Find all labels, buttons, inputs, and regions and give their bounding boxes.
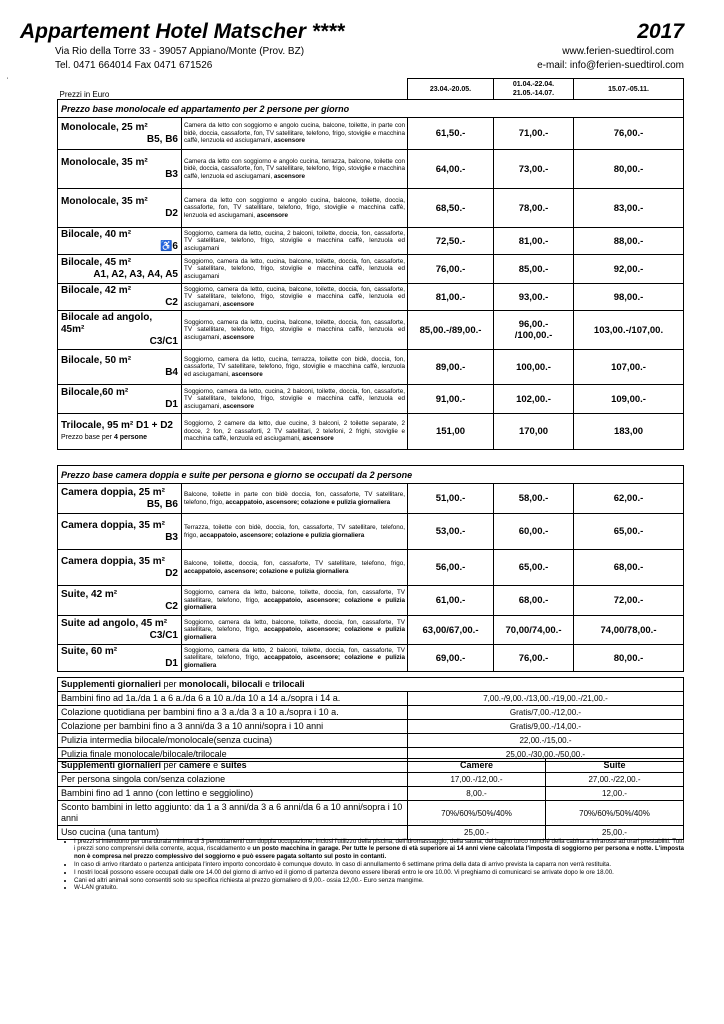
price-period-1: 69,00.- (408, 645, 494, 672)
price-period-1: 63,00/67,00.- (408, 616, 494, 645)
price-row (58, 311, 684, 350)
price-period-3: 107,00.- (574, 350, 684, 385)
price-period-2: 71,00.- (494, 118, 574, 150)
price-period-2: 76,00.- (494, 645, 574, 672)
unit-code: ♿6 (159, 241, 178, 252)
price-period-2: 96,00.- /100,00.- (494, 311, 574, 350)
price-row (58, 586, 684, 616)
price-period-1: 56,00.- (408, 550, 494, 586)
supplement-value: 22,00.-/15,00.- (408, 734, 684, 748)
period-header-2: 01.04.-22.04. 21.05.-14.07. (494, 79, 574, 100)
hotel-email: e-mail: info@ferien-suedtirol.com (537, 60, 684, 71)
note-item: • In caso di arrivo ritardato o partenza anticipata l'intero importo concordato è comunque dovuto. In caso di annullamento 6 settimane prima della data di arrivo prevista la caparra non verrà restituita. (74, 861, 684, 868)
price-period-2: 93,00.- (494, 284, 574, 311)
price-period-2: 60,00.- (494, 514, 574, 550)
unit-description: Camera da letto con soggiorno e angolo cucina, balcone, toilette, in parte con bidè, doccia, cassaforte, fon, TV satellitare, telefono, frigo, stoviglie e macchina caffè, lenzuola ed asciugamani, ascensore (182, 118, 408, 150)
unit-description: Soggiorno, camera da letto, 2 balconi, toilette, doccia, fon, cassaforte, TV satellitare, telefono, frigo, accappatoio, ascensore; colazione e pulizia giornaliera (182, 645, 408, 672)
unit-name-cell (58, 150, 182, 189)
price-period-2: 78,00.- (494, 189, 574, 228)
room-supplements-table (57, 758, 684, 840)
price-row (58, 255, 684, 284)
prices-label: Prezzi in Euro (59, 90, 110, 99)
unit-description: Soggiorno, camera da letto, cucina, 2 balconi, toilette, doccia, fon, cassaforte, TV satellitare, telefono, frigo, stoviglie e macchina caffè, lenzuola ed asciugamani (182, 228, 408, 255)
supplement-label: Bambini fino ad 1 anno (con lettino e seggiolino) (58, 787, 408, 801)
note-item: • I nostri locali possono essere occupati dalle ore 14.00 del giorno di arrivo ed il giorno di partenza devono essere liberati entro le ore 10.00. Vi preghiamo di comunicarci se arrivate dopo le ore 18.00. (74, 869, 684, 876)
supplement-label: Per persona singola con/senza colazione (58, 773, 408, 787)
price-row (58, 385, 684, 414)
supplement-value-rooms: 25,00.- (408, 826, 546, 840)
section-title: Prezzo base monolocale ed appartamento per 2 persone per giorno (58, 100, 684, 118)
unit-name: Bilocale, 42 m² (61, 285, 132, 296)
supplement-row (58, 734, 684, 748)
price-period-3: 83,00.- (574, 189, 684, 228)
unit-description: Soggiorno, camera da letto, cucina, balcone, toilette, doccia, fon, cassaforte, TV satellitare, telefono, frigo, stoviglie e macchina caffè, lenzuola ed asciugamani, ascensore (182, 311, 408, 350)
price-period-2: 170,00 (494, 414, 574, 450)
unit-name-cell (58, 255, 182, 284)
note-item: • Cani ed altri animali sono consentiti solo su specifica richiesta al prezzo giornaliero di 9,00.- ossia 12,00.- Euro senza mangime. (74, 877, 684, 884)
unit-name-cell (58, 228, 182, 255)
room-price-table (57, 465, 684, 672)
hotel-phone: Tel. 0471 664014 Fax 0471 671526 (55, 60, 213, 71)
price-period-1: 61,00.- (408, 586, 494, 616)
unit-description: Soggiorno, camera da letto, cucina, 2 balconi, toilette, doccia, fon, cassaforte, TV satellitare, telefono, frigo, stoviglie e macchina caffè, lenzuola ed asciugamani, ascensore (182, 385, 408, 414)
price-row (58, 550, 684, 586)
price-period-3: 65,00.- (574, 514, 684, 550)
unit-name: Bilocale ad angolo, 45m² (61, 312, 153, 335)
price-period-1: 61,50.- (408, 118, 494, 150)
supplement-row (58, 787, 684, 801)
price-period-2: 85,00.- (494, 255, 574, 284)
supplement-value-rooms: 70%/60%/50%/40% (408, 801, 546, 826)
price-period-1: 76,00.- (408, 255, 494, 284)
unit-description: Soggiorno, camera da letto, cucina, terrazza, toilette con bidè, doccia, fon, cassaforte, TV satellitare, telefono, frigo, stoviglie e macchina caffè, lenzuola ed asciugamani, ascensore (182, 350, 408, 385)
unit-code: B5, B6 (146, 498, 178, 510)
unit-code: C3/C1 (149, 336, 178, 347)
unit-code: C2 (165, 600, 178, 612)
unit-name: Suite ad angolo, 45 m² (61, 618, 168, 629)
price-period-3: 76,00.- (574, 118, 684, 150)
unit-name-cell (58, 514, 182, 550)
supplement-value-suite: 12,00.- (546, 787, 684, 801)
unit-code: B4 (165, 367, 178, 378)
unit-description: Balcone, toilette in parte con bidè doccia, fon, cassaforte, TV satellitare, telefono, frigo, accappatoio, ascensore; colazione e pulizia giornaliera (182, 484, 408, 514)
supplement-row (58, 706, 684, 720)
supplement-row (58, 801, 684, 826)
price-period-3: 98,00.- (574, 284, 684, 311)
price-period-3: 183,00 (574, 414, 684, 450)
unit-name: Bilocale, 45 m² (61, 257, 132, 268)
price-period-2: 68,00.- (494, 586, 574, 616)
supplement-value-suite: 27,00.-/22,00.- (546, 773, 684, 787)
price-row (58, 189, 684, 228)
unit-code: C3/C1 (149, 630, 178, 641)
margin-mark: ' (7, 78, 9, 84)
price-period-1: 85,00.-/89,00.- (408, 311, 494, 350)
apartment-supplements-table (57, 677, 684, 762)
price-period-3: 72,00.- (574, 586, 684, 616)
unit-description: Soggiorno, camera da letto, cucina, balcone, toilette, doccia, fon, cassaforte, TV satellitare, telefono, frigo, stoviglie e macchina caffè, lenzuola ed asciugamani (182, 255, 408, 284)
unit-name: Suite, 42 m² (61, 588, 118, 600)
unit-name-cell (58, 645, 182, 672)
price-period-1: 72,50.- (408, 228, 494, 255)
unit-name: Bilocale, 50 m² (61, 355, 132, 366)
unit-name: Monolocale, 35 m² (61, 196, 148, 207)
unit-name-cell (58, 385, 182, 414)
supplement-value-suite: 25,00.- (546, 826, 684, 840)
supplement-value: 25,00.-/30,00.-/50,00.- (408, 748, 684, 762)
price-period-3: 103,00.-/107,00. (574, 311, 684, 350)
supplement-value-suite: 70%/60%/50%/40% (546, 801, 684, 826)
supplement-value: 7,00.-/9,00.-/13,00.-/19,00.-/21,00.- (408, 692, 684, 706)
price-row (58, 514, 684, 550)
price-period-3: 92,00.- (574, 255, 684, 284)
unit-code: B3 (165, 169, 178, 180)
section-title: Prezzo base camera doppia e suite per persona e giorno se occupati da 2 persone (58, 466, 684, 484)
unit-name-cell (58, 311, 182, 350)
price-period-3: 109,00.- (574, 385, 684, 414)
price-period-3: 74,00/78,00.- (574, 616, 684, 645)
price-period-1: 89,00.- (408, 350, 494, 385)
supplement-label: Pulizia finale monolocale/bilocale/trilocale (58, 748, 408, 762)
price-period-1: 68,50.- (408, 189, 494, 228)
price-row (58, 484, 684, 514)
unit-name: Bilocale,60 m² (61, 387, 129, 398)
price-period-1: 91,00.- (408, 385, 494, 414)
hotel-address: Via Rio della Torre 33 - 39057 Appiano/Monte (Prov. BZ) (55, 46, 305, 57)
col-header-suite: Suite (546, 759, 684, 773)
unit-code: C2 (165, 297, 178, 308)
supplement-value: Gratis/9,00.-/14,00.- (408, 720, 684, 734)
price-row (58, 350, 684, 385)
supplement-row (58, 773, 684, 787)
price-period-2: 100,00.- (494, 350, 574, 385)
price-period-3: 80,00.- (574, 645, 684, 672)
price-row (58, 118, 684, 150)
price-period-3: 88,00.- (574, 228, 684, 255)
period-header-3: 15.07.-05.11. (574, 79, 684, 100)
unit-name: Monolocale, 25 m² (61, 121, 148, 133)
supplements-title: Supplementi giornalieri per camere e suites (58, 759, 408, 773)
unit-code: A1, A2, A3, A4, A5 (93, 269, 178, 280)
terms-notes (60, 838, 684, 892)
supplement-value: Gratis/7,00.-/12,00.- (408, 706, 684, 720)
unit-code: B3 (165, 531, 178, 543)
price-period-3: 80,00.- (574, 150, 684, 189)
unit-description: Soggiorno, camera da letto, balcone, toilette, doccia, fon, cassaforte, TV satellitare, telefono, frigo, accappatoio, ascensore; colazione e pulizia giornaliera (182, 586, 408, 616)
col-header-rooms: Camere (408, 759, 546, 773)
unit-name-cell (58, 586, 182, 616)
price-year: 2017 (637, 20, 684, 43)
unit-name: Trilocale, 95 m² D1 + D2 (61, 419, 173, 431)
note-item: • W-LAN gratuito. (74, 884, 684, 891)
period-header-1: 23.04.-20.05. (408, 79, 494, 100)
unit-description: Balcone, toilette, doccia, fon, cassaforte, TV satellitare, telefono, frigo, accappatoio, ascensore; colazione e pulizia giornaliera (182, 550, 408, 586)
unit-description: Soggiorno, 2 camere da letto, due cucine, 3 balconi, 2 toilette separate, 2 docce, 2 fon, 2 cassaforti, 2 TV satellitari, 2 telefoni, 2 frighi, stoviglie e macchina caffè, lenzuola ed asciugamani, ascensore (182, 414, 408, 450)
price-period-2: 102,00.- (494, 385, 574, 414)
apartment-price-table (57, 78, 684, 450)
unit-description: Terrazza, toilette con bidè, doccia, fon, cassaforte, TV satellitare, telefono, frigo, accappatoio, ascensore; colazione e pulizia giornaliera (182, 514, 408, 550)
supplement-label: Colazione per bambini fino a 3 anni/da 3 a 10 anni/sopra i 10 anni (58, 720, 408, 734)
supplement-label: Uso cucina (una tantum) (58, 826, 408, 840)
supplement-value-rooms: 17,00.-/12,00.- (408, 773, 546, 787)
supplement-label: Pulizia intermedia bilocale/monolocale(senza cucina) (58, 734, 408, 748)
unit-code: B5, B6 (146, 133, 178, 145)
unit-name-cell (58, 350, 182, 385)
price-period-1: 53,00.- (408, 514, 494, 550)
hotel-website: www.ferien-suedtirol.com (562, 46, 674, 57)
price-period-3: 62,00.- (574, 484, 684, 514)
unit-name: Camera doppia, 25 m² (61, 486, 165, 498)
price-row (58, 645, 684, 672)
unit-name-cell (58, 284, 182, 311)
unit-name: Camera doppia, 35 m² (61, 519, 165, 531)
unit-name-cell (58, 484, 182, 514)
unit-note: Prezzo base per 4 persone (61, 433, 148, 441)
price-row (58, 414, 684, 450)
hotel-title: Appartement Hotel Matscher **** (20, 20, 345, 43)
unit-name: Monolocale, 35 m² (61, 157, 148, 168)
price-period-1: 64,00.- (408, 150, 494, 189)
price-row (58, 150, 684, 189)
supplement-row (58, 692, 684, 706)
supplements-title: Supplementi giornalieri per monolocali, bilocali e trilocali (58, 678, 684, 692)
unit-name: Camera doppia, 35 m² (61, 555, 165, 567)
price-period-1: 151,00 (408, 414, 494, 450)
price-row (58, 616, 684, 645)
supplement-row (58, 720, 684, 734)
unit-name-cell (58, 550, 182, 586)
price-row (58, 228, 684, 255)
price-period-2: 65,00.- (494, 550, 574, 586)
supplement-value-rooms: 8,00.- (408, 787, 546, 801)
unit-code: D1 (165, 399, 178, 410)
note-item: • I prezzi si intendono per una durata minima di 3 pernottamenti con doppia occupazione, inclusi l'utilizzo della piscina, dell'idromassaggio, della sauna, del bagno turco nonché della cabina a infrarossi ad orari prestabiliti. Tutti i prezzi sono comprensivi della corrente, acqua, riscaldamento e un posto macchina in garage. Per tutte le persone di età superiore ai 14 anni viene calcolata l'imposta di soggiorno per persona e notte. L'imposta non è compresa nel prezzo complessivo del soggiorno e può essere pagata soltanto sul posto in contanti. (74, 838, 684, 860)
supplement-label: Colazione quotidiana per bambini fino a 3 a./da 3 a 10 a./sopra i 10 a. (58, 706, 408, 720)
unit-code: D2 (165, 567, 178, 579)
price-period-2: 58,00.- (494, 484, 574, 514)
price-period-2: 81,00.- (494, 228, 574, 255)
unit-name-cell (58, 616, 182, 645)
supplement-label: Bambini fino ad 1a./da 1 a 6 a./da 6 a 10 a./da 10 a 14 a./sopra i 14 a. (58, 692, 408, 706)
letterhead (20, 20, 684, 78)
unit-code: D1 (165, 658, 178, 669)
unit-name: Bilocale, 40 m² (61, 229, 132, 240)
unit-name-cell (58, 189, 182, 228)
supplement-label: Sconto bambini in letto aggiunto: da 1 a 3 anni/da 3 a 6 anni/da 6 a 10 anni/sopra i 10 anni (58, 801, 408, 826)
unit-description: Camera da letto con soggiorno e angolo cucina, balcone, toilette, doccia, cassaforte, fon, TV satellitare, telefono, frigo, stoviglie e macchina caffè, lenzuola ed asciugamani, ascensore (182, 189, 408, 228)
unit-description: Soggiorno, camera da letto, cucina, balcone, toilette, doccia, fon, cassaforte, TV satellitare, telefono, frigo, stoviglie e macchina caffè, lenzuola ed asciugamani, ascensore (182, 284, 408, 311)
price-period-3: 68,00.- (574, 550, 684, 586)
unit-name: Suite, 60 m² (61, 646, 118, 657)
unit-description: Soggiorno, camera da letto, balcone, toilette, doccia, fon, cassaforte, TV satellitare, telefono, frigo, accappatoio, ascensore; colazione e pulizia giornaliera (182, 616, 408, 645)
price-period-2: 70,00/74,00.- (494, 616, 574, 645)
unit-name-cell (58, 118, 182, 150)
unit-code: D2 (165, 208, 178, 219)
price-row (58, 284, 684, 311)
price-period-1: 51,00.- (408, 484, 494, 514)
unit-description: Camera da letto con soggiorno e angolo cucina, terrazza, balcone, toilette con bidè, doccia, cassaforte, fon, TV satellitare, telefono, frigo, stoviglie e macchina caffè, lenzuola ed asciugamani, ascensore (182, 150, 408, 189)
unit-name-cell (58, 414, 182, 450)
price-period-2: 73,00.- (494, 150, 574, 189)
price-period-1: 81,00.- (408, 284, 494, 311)
